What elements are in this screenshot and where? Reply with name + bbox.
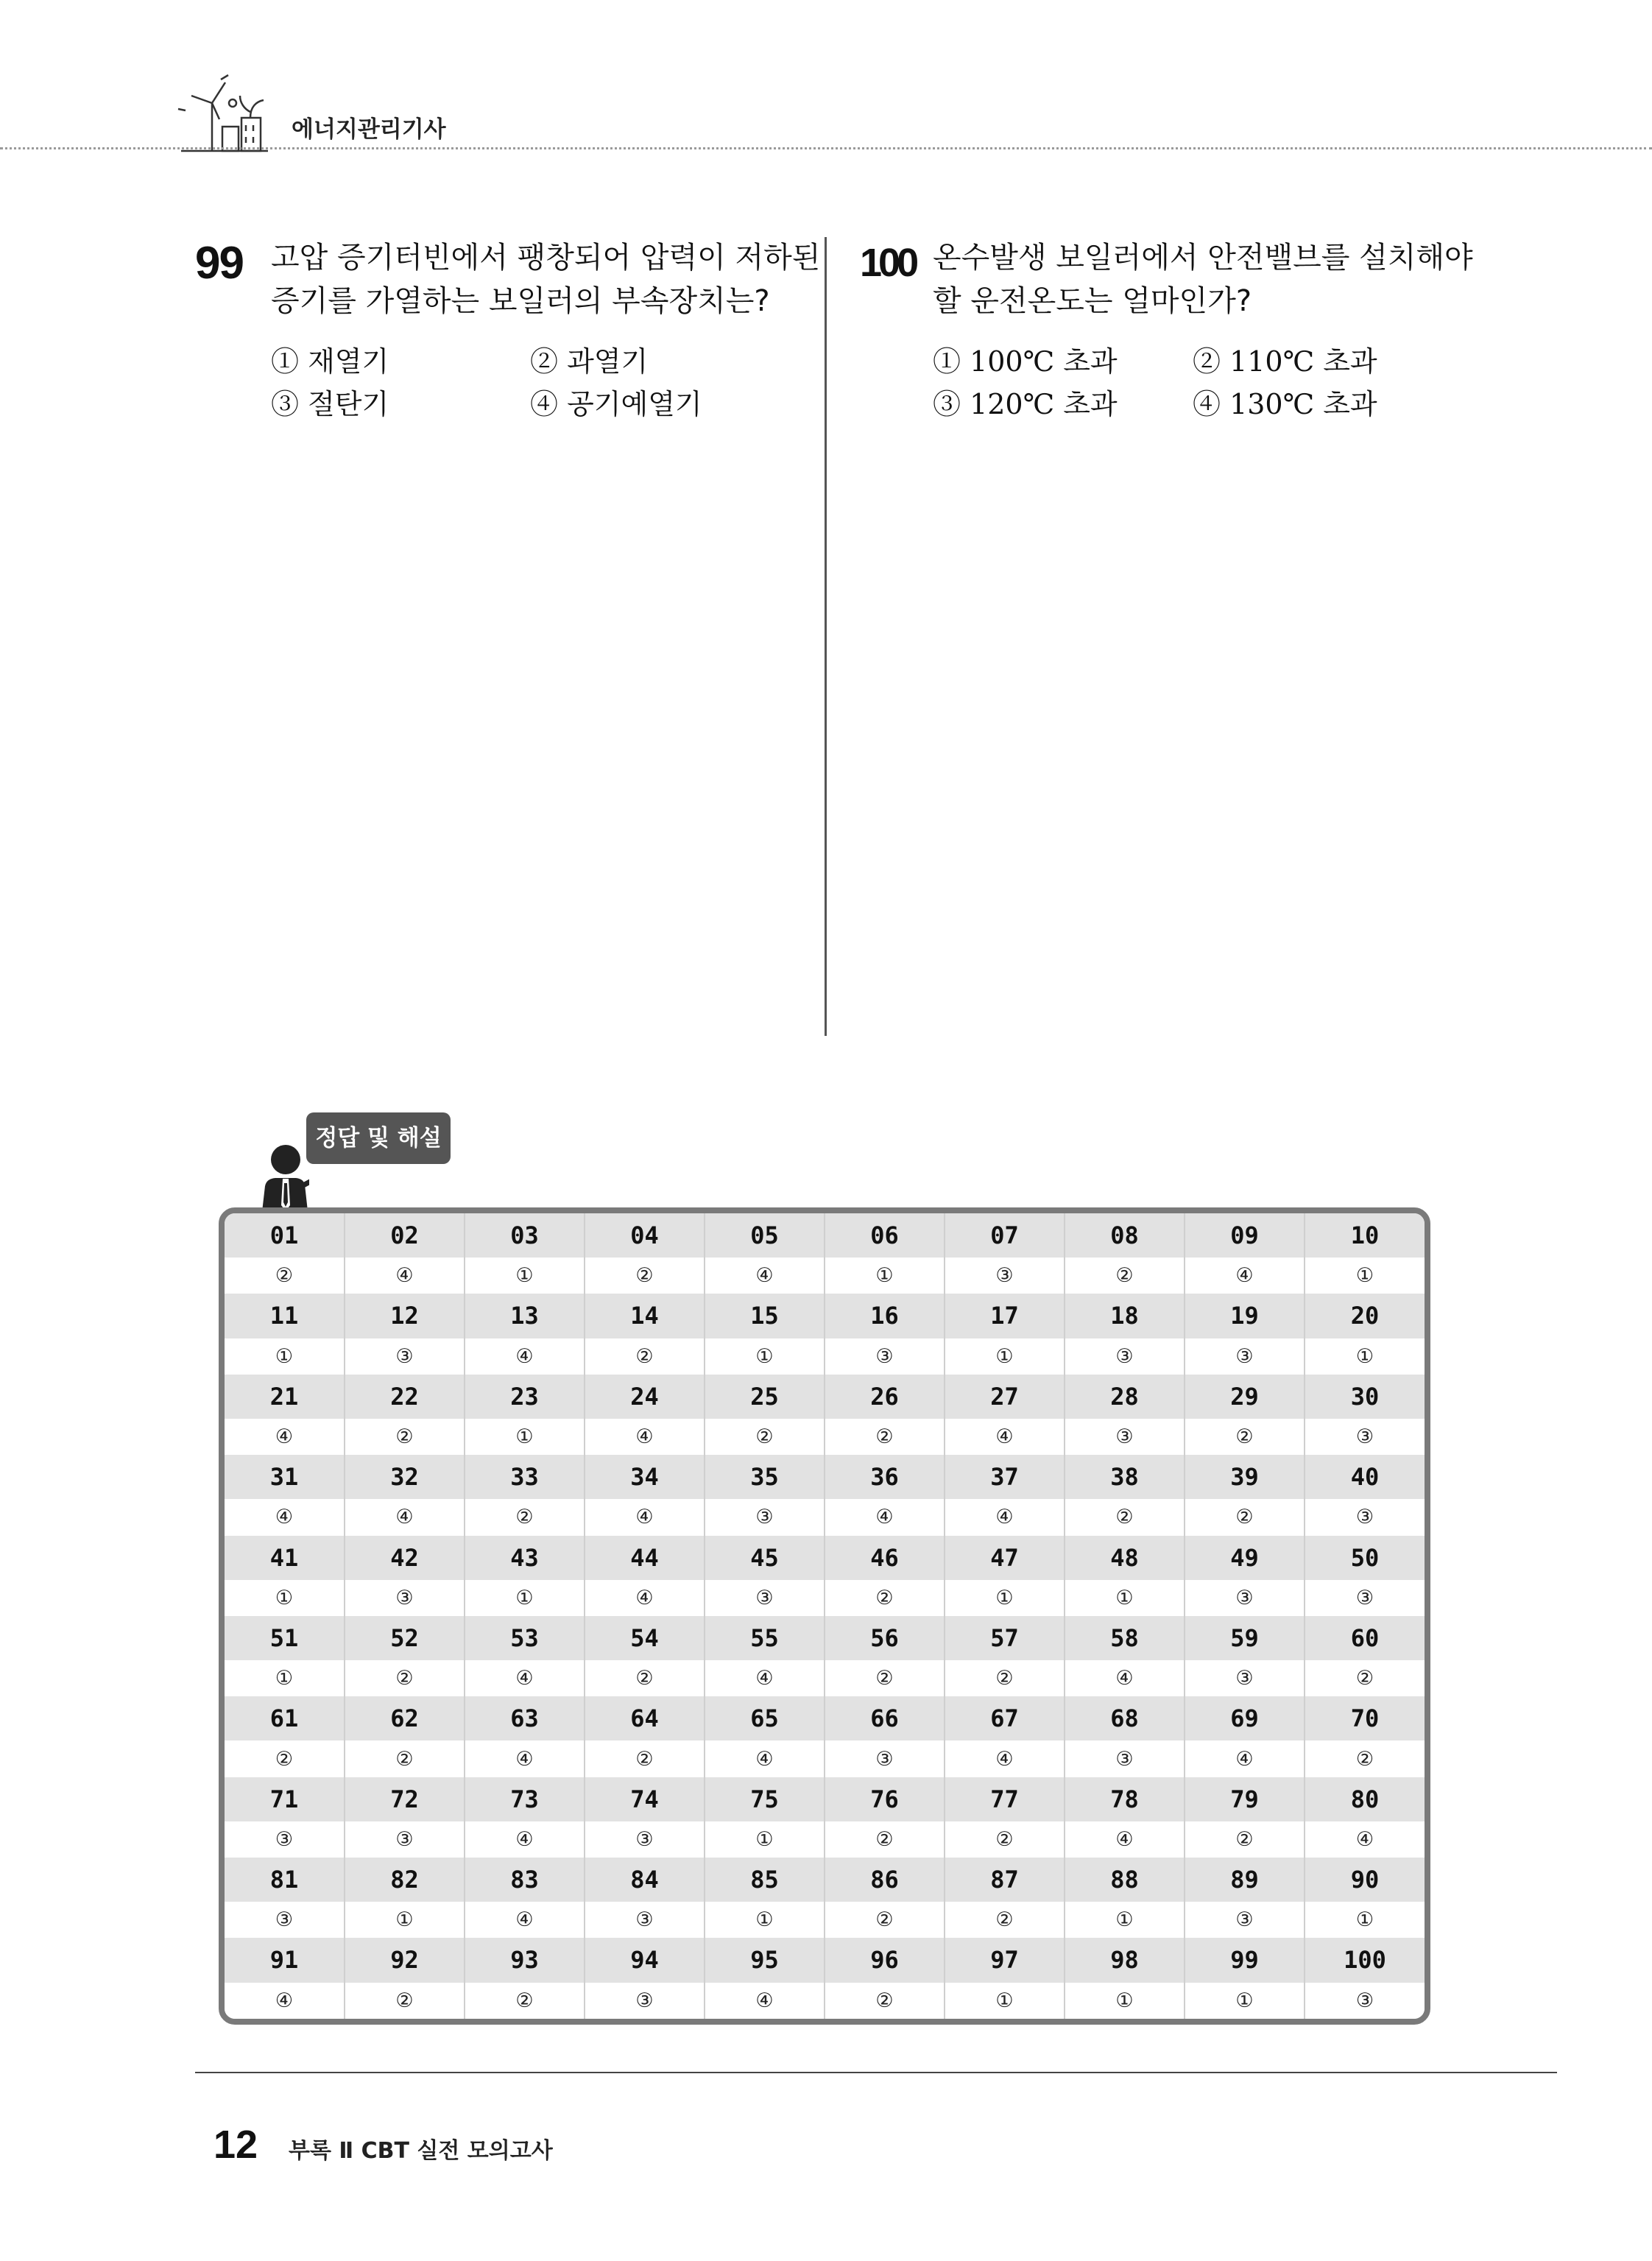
answer-choice: ② bbox=[1185, 1821, 1305, 1858]
answer-question-number: 64 bbox=[585, 1696, 705, 1740]
answer-question-number: 60 bbox=[1305, 1616, 1425, 1660]
answer-question-number: 78 bbox=[1065, 1777, 1185, 1821]
answer-choice: ③ bbox=[585, 1821, 705, 1858]
answer-question-number: 22 bbox=[345, 1375, 465, 1419]
answer-question-number: 84 bbox=[585, 1858, 705, 1902]
answer-choice: ③ bbox=[345, 1580, 465, 1616]
page-number: 12 bbox=[213, 2123, 258, 2167]
footer-divider bbox=[195, 2072, 1557, 2073]
answer-choice: ② bbox=[345, 1660, 465, 1696]
answer-question-number: 10 bbox=[1305, 1213, 1425, 1258]
answer-question-number: 41 bbox=[225, 1536, 345, 1580]
answer-question-number: 71 bbox=[225, 1777, 345, 1821]
option-4[interactable]: ④ 공기예열기 bbox=[530, 388, 702, 420]
answer-question-number: 72 bbox=[345, 1777, 465, 1821]
answer-question-number: 82 bbox=[345, 1858, 465, 1902]
option-3[interactable]: ③ 절탄기 bbox=[271, 388, 389, 420]
answer-choice: ④ bbox=[1065, 1660, 1185, 1696]
answer-choice: ② bbox=[825, 1660, 945, 1696]
answer-question-number: 34 bbox=[585, 1455, 705, 1499]
answer-question-number: 97 bbox=[945, 1938, 1065, 1982]
answer-question-number: 23 bbox=[465, 1375, 585, 1419]
answer-choice: ③ bbox=[345, 1338, 465, 1375]
answer-choice: ③ bbox=[585, 1983, 705, 2019]
answer-choice: ① bbox=[465, 1419, 585, 1455]
answer-question-number: 66 bbox=[825, 1696, 945, 1740]
answer-choice: ② bbox=[705, 1419, 825, 1455]
answer-choice: ② bbox=[1185, 1499, 1305, 1535]
answer-question-number: 48 bbox=[1065, 1536, 1185, 1580]
answer-choice: ① bbox=[225, 1338, 345, 1375]
answer-question-number: 38 bbox=[1065, 1455, 1185, 1499]
answer-choice: ① bbox=[1305, 1902, 1425, 1938]
answer-choice: ① bbox=[225, 1580, 345, 1616]
option-1[interactable]: ① 100℃ 초과 bbox=[933, 345, 1118, 378]
answer-question-number: 16 bbox=[825, 1294, 945, 1338]
answer-question-number: 96 bbox=[825, 1938, 945, 1982]
answer-row bbox=[225, 1983, 1425, 2019]
answer-question-number: 24 bbox=[585, 1375, 705, 1419]
answer-question-number: 19 bbox=[1185, 1294, 1305, 1338]
answer-choice: ④ bbox=[225, 1499, 345, 1535]
answer-choice: ④ bbox=[705, 1660, 825, 1696]
answer-question-number: 15 bbox=[705, 1294, 825, 1338]
answer-choice: ① bbox=[825, 1258, 945, 1294]
answer-row bbox=[225, 1580, 1425, 1616]
answer-question-number: 44 bbox=[585, 1536, 705, 1580]
answer-question-number: 86 bbox=[825, 1858, 945, 1902]
answer-choice: ① bbox=[945, 1338, 1065, 1375]
answer-choice: ④ bbox=[1305, 1821, 1425, 1858]
answer-question-number: 45 bbox=[705, 1536, 825, 1580]
answer-question-number: 20 bbox=[1305, 1294, 1425, 1338]
answer-question-number: 76 bbox=[825, 1777, 945, 1821]
question-number-row bbox=[225, 1536, 1425, 1580]
windmill-city-icon bbox=[177, 74, 272, 155]
answer-question-number: 26 bbox=[825, 1375, 945, 1419]
answer-question-number: 92 bbox=[345, 1938, 465, 1982]
answer-choice: ③ bbox=[1065, 1740, 1185, 1777]
answer-row bbox=[225, 1902, 1425, 1938]
answer-choice: ② bbox=[1185, 1419, 1305, 1455]
answer-question-number: 36 bbox=[825, 1455, 945, 1499]
option-1[interactable]: ① 재열기 bbox=[271, 345, 389, 378]
answer-question-number: 25 bbox=[705, 1375, 825, 1419]
answer-question-number: 12 bbox=[345, 1294, 465, 1338]
question-text-line: 고압 증기터빈에서 팽창되어 압력이 저하된 bbox=[271, 241, 821, 275]
answer-question-number: 52 bbox=[345, 1616, 465, 1660]
answer-table bbox=[219, 1207, 1430, 2025]
answer-question-number: 54 bbox=[585, 1616, 705, 1660]
question-99 bbox=[195, 237, 821, 428]
answer-choice: ③ bbox=[345, 1821, 465, 1858]
answer-row bbox=[225, 1660, 1425, 1696]
answer-question-number: 56 bbox=[825, 1616, 945, 1660]
answer-choice: ④ bbox=[345, 1258, 465, 1294]
answer-choice: ④ bbox=[1065, 1821, 1185, 1858]
answer-question-number: 09 bbox=[1185, 1213, 1305, 1258]
answer-choice: ① bbox=[465, 1580, 585, 1616]
answer-choice: ① bbox=[705, 1902, 825, 1938]
answer-choice: ② bbox=[225, 1740, 345, 1777]
question-number-row bbox=[225, 1696, 1425, 1740]
answer-choice: ③ bbox=[825, 1338, 945, 1375]
answer-choice: ② bbox=[825, 1902, 945, 1938]
answer-choice: ① bbox=[345, 1902, 465, 1938]
answer-question-number: 99 bbox=[1185, 1938, 1305, 1982]
answer-choice: ② bbox=[1305, 1660, 1425, 1696]
answer-question-number: 75 bbox=[705, 1777, 825, 1821]
answer-question-number: 29 bbox=[1185, 1375, 1305, 1419]
answer-question-number: 55 bbox=[705, 1616, 825, 1660]
answer-question-number: 39 bbox=[1185, 1455, 1305, 1499]
answer-question-number: 62 bbox=[345, 1696, 465, 1740]
answer-choice: ③ bbox=[1065, 1338, 1185, 1375]
answer-row bbox=[225, 1258, 1425, 1294]
answer-choice: ③ bbox=[705, 1499, 825, 1535]
option-4[interactable]: ④ 130℃ 초과 bbox=[1193, 388, 1377, 420]
answer-row bbox=[225, 1419, 1425, 1455]
answer-question-number: 21 bbox=[225, 1375, 345, 1419]
answer-question-number: 07 bbox=[945, 1213, 1065, 1258]
answer-choice: ④ bbox=[465, 1660, 585, 1696]
answer-question-number: 80 bbox=[1305, 1777, 1425, 1821]
answer-choice: ② bbox=[1065, 1258, 1185, 1294]
answer-choice: ③ bbox=[945, 1258, 1065, 1294]
answer-question-number: 30 bbox=[1305, 1375, 1425, 1419]
answer-question-number: 17 bbox=[945, 1294, 1065, 1338]
footer-section-title: 부록 Ⅱ CBT 실전 모의고사 bbox=[289, 2138, 553, 2164]
answer-question-number: 13 bbox=[465, 1294, 585, 1338]
question-text-line: 할 운전온도는 얼마인가? bbox=[933, 284, 1252, 318]
question-number-row bbox=[225, 1294, 1425, 1338]
answer-choice: ④ bbox=[465, 1740, 585, 1777]
answer-choice: ① bbox=[1305, 1338, 1425, 1375]
answer-question-number: 28 bbox=[1065, 1375, 1185, 1419]
answer-choice: ③ bbox=[585, 1902, 705, 1938]
answer-choice: ④ bbox=[825, 1499, 945, 1535]
answer-question-number: 73 bbox=[465, 1777, 585, 1821]
answer-row bbox=[225, 1821, 1425, 1858]
answer-question-number: 100 bbox=[1305, 1938, 1425, 1982]
answer-choice: ① bbox=[1305, 1258, 1425, 1294]
answer-question-number: 02 bbox=[345, 1213, 465, 1258]
answer-question-number: 68 bbox=[1065, 1696, 1185, 1740]
answer-choice: ③ bbox=[705, 1580, 825, 1616]
answer-choice: ② bbox=[585, 1660, 705, 1696]
question-number: 99 bbox=[195, 238, 243, 289]
answer-choice: ① bbox=[945, 1983, 1065, 2019]
option-3[interactable]: ③ 120℃ 초과 bbox=[933, 388, 1118, 420]
answer-question-number: 95 bbox=[705, 1938, 825, 1982]
answer-choice: ② bbox=[585, 1258, 705, 1294]
answer-choice: ② bbox=[225, 1258, 345, 1294]
answer-choice: ② bbox=[825, 1983, 945, 2019]
answer-choice: ① bbox=[705, 1821, 825, 1858]
answer-choice: ③ bbox=[1185, 1660, 1305, 1696]
answer-choice: ② bbox=[345, 1740, 465, 1777]
answer-badge: 정답 및 해설 bbox=[306, 1112, 451, 1164]
answer-question-number: 65 bbox=[705, 1696, 825, 1740]
answer-choice: ① bbox=[705, 1338, 825, 1375]
answer-choice: ④ bbox=[945, 1499, 1065, 1535]
answer-choice: ③ bbox=[1065, 1419, 1185, 1455]
answer-question-number: 67 bbox=[945, 1696, 1065, 1740]
answer-choice: ③ bbox=[1305, 1499, 1425, 1535]
answer-choice: ④ bbox=[585, 1499, 705, 1535]
question-number-row bbox=[225, 1375, 1425, 1419]
answer-choice: ② bbox=[585, 1338, 705, 1375]
answer-question-number: 46 bbox=[825, 1536, 945, 1580]
answer-choice: ③ bbox=[1305, 1983, 1425, 2019]
answer-question-number: 53 bbox=[465, 1616, 585, 1660]
answer-question-number: 32 bbox=[345, 1455, 465, 1499]
answer-question-number: 40 bbox=[1305, 1455, 1425, 1499]
option-2[interactable]: ② 110℃ 초과 bbox=[1193, 345, 1377, 378]
answer-choice: ② bbox=[945, 1660, 1065, 1696]
answer-question-number: 51 bbox=[225, 1616, 345, 1660]
answer-choice: ④ bbox=[585, 1419, 705, 1455]
book-title: 에너지관리기사 bbox=[292, 116, 446, 143]
answer-choice: ② bbox=[465, 1499, 585, 1535]
answer-question-number: 05 bbox=[705, 1213, 825, 1258]
answer-question-number: 81 bbox=[225, 1858, 345, 1902]
answer-choice: ② bbox=[1305, 1740, 1425, 1777]
question-text-line: 온수발생 보일러에서 안전밸브를 설치해야 bbox=[933, 241, 1473, 275]
answer-choice: ③ bbox=[1305, 1580, 1425, 1616]
answer-choice: ② bbox=[345, 1419, 465, 1455]
answer-choice: ③ bbox=[1185, 1580, 1305, 1616]
answer-choice: ④ bbox=[225, 1983, 345, 2019]
question-number-row bbox=[225, 1777, 1425, 1821]
answer-choice: ② bbox=[585, 1740, 705, 1777]
question-number-row bbox=[225, 1616, 1425, 1660]
answer-choice: ② bbox=[1065, 1499, 1185, 1535]
answer-question-number: 06 bbox=[825, 1213, 945, 1258]
answer-question-number: 03 bbox=[465, 1213, 585, 1258]
answer-choice: ④ bbox=[705, 1258, 825, 1294]
answer-row bbox=[225, 1499, 1425, 1535]
answer-question-number: 18 bbox=[1065, 1294, 1185, 1338]
answer-question-number: 31 bbox=[225, 1455, 345, 1499]
answer-question-number: 50 bbox=[1305, 1536, 1425, 1580]
answer-choice: ① bbox=[1065, 1580, 1185, 1616]
answer-choice: ② bbox=[345, 1983, 465, 2019]
answer-choice: ④ bbox=[465, 1902, 585, 1938]
header-divider bbox=[0, 147, 1652, 149]
answer-question-number: 89 bbox=[1185, 1858, 1305, 1902]
answer-choice: ④ bbox=[465, 1821, 585, 1858]
answer-question-number: 58 bbox=[1065, 1616, 1185, 1660]
column-divider bbox=[825, 237, 827, 1036]
answer-choice: ④ bbox=[1185, 1258, 1305, 1294]
answer-question-number: 61 bbox=[225, 1696, 345, 1740]
answer-question-number: 77 bbox=[945, 1777, 1065, 1821]
answer-choice: ③ bbox=[225, 1902, 345, 1938]
answer-choice: ③ bbox=[1185, 1338, 1305, 1375]
answer-question-number: 11 bbox=[225, 1294, 345, 1338]
answer-question-number: 90 bbox=[1305, 1858, 1425, 1902]
answer-question-number: 63 bbox=[465, 1696, 585, 1740]
answer-question-number: 42 bbox=[345, 1536, 465, 1580]
answer-choice: ① bbox=[1185, 1983, 1305, 2019]
answer-question-number: 98 bbox=[1065, 1938, 1185, 1982]
answer-question-number: 01 bbox=[225, 1213, 345, 1258]
answer-choice: ④ bbox=[945, 1419, 1065, 1455]
answer-question-number: 83 bbox=[465, 1858, 585, 1902]
answer-choice: ③ bbox=[825, 1740, 945, 1777]
answer-choice: ② bbox=[825, 1821, 945, 1858]
answer-question-number: 79 bbox=[1185, 1777, 1305, 1821]
answer-choice: ③ bbox=[225, 1821, 345, 1858]
answer-choice: ① bbox=[225, 1660, 345, 1696]
answer-question-number: 14 bbox=[585, 1294, 705, 1338]
answer-choice: ③ bbox=[1305, 1419, 1425, 1455]
answer-question-number: 88 bbox=[1065, 1858, 1185, 1902]
answer-question-number: 57 bbox=[945, 1616, 1065, 1660]
option-2[interactable]: ② 과열기 bbox=[530, 345, 649, 378]
answer-question-number: 27 bbox=[945, 1375, 1065, 1419]
answer-choice: ④ bbox=[225, 1419, 345, 1455]
answer-question-number: 59 bbox=[1185, 1616, 1305, 1660]
answer-question-number: 33 bbox=[465, 1455, 585, 1499]
answer-choice: ② bbox=[945, 1902, 1065, 1938]
answer-choice: ① bbox=[945, 1580, 1065, 1616]
answer-question-number: 94 bbox=[585, 1938, 705, 1982]
answer-question-number: 93 bbox=[465, 1938, 585, 1982]
question-100 bbox=[860, 237, 1473, 428]
answer-row bbox=[225, 1740, 1425, 1777]
answer-choice: ① bbox=[465, 1258, 585, 1294]
answer-question-number: 91 bbox=[225, 1938, 345, 1982]
question-number-row bbox=[225, 1455, 1425, 1499]
answer-question-number: 74 bbox=[585, 1777, 705, 1821]
answer-question-number: 49 bbox=[1185, 1536, 1305, 1580]
answer-row bbox=[225, 1338, 1425, 1375]
answer-choice: ④ bbox=[585, 1580, 705, 1616]
answer-choice: ④ bbox=[705, 1740, 825, 1777]
answer-choice: ② bbox=[825, 1419, 945, 1455]
answer-question-number: 04 bbox=[585, 1213, 705, 1258]
answer-question-number: 70 bbox=[1305, 1696, 1425, 1740]
answer-choice: ① bbox=[1065, 1902, 1185, 1938]
answer-choice: ① bbox=[1065, 1983, 1185, 2019]
answer-choice: ④ bbox=[345, 1499, 465, 1535]
answer-question-number: 08 bbox=[1065, 1213, 1185, 1258]
answer-choice: ② bbox=[825, 1580, 945, 1616]
answer-choice: ② bbox=[465, 1983, 585, 2019]
answer-choice: ④ bbox=[945, 1740, 1065, 1777]
answer-question-number: 69 bbox=[1185, 1696, 1305, 1740]
answer-choice: ② bbox=[945, 1821, 1065, 1858]
question-text-line: 증기를 가열하는 보일러의 부속장치는? bbox=[271, 284, 770, 318]
answer-question-number: 37 bbox=[945, 1455, 1065, 1499]
answer-question-number: 85 bbox=[705, 1858, 825, 1902]
answer-question-number: 35 bbox=[705, 1455, 825, 1499]
question-number-row bbox=[225, 1938, 1425, 1982]
answer-choice: ④ bbox=[465, 1338, 585, 1375]
answer-choice: ④ bbox=[705, 1983, 825, 2019]
answer-question-number: 43 bbox=[465, 1536, 585, 1580]
answer-choice: ④ bbox=[1185, 1740, 1305, 1777]
question-number-row bbox=[225, 1213, 1425, 1258]
answer-choice: ③ bbox=[1185, 1902, 1305, 1938]
answer-question-number: 47 bbox=[945, 1536, 1065, 1580]
question-number-row bbox=[225, 1858, 1425, 1902]
answer-question-number: 87 bbox=[945, 1858, 1065, 1902]
question-number: 100 bbox=[860, 241, 916, 285]
